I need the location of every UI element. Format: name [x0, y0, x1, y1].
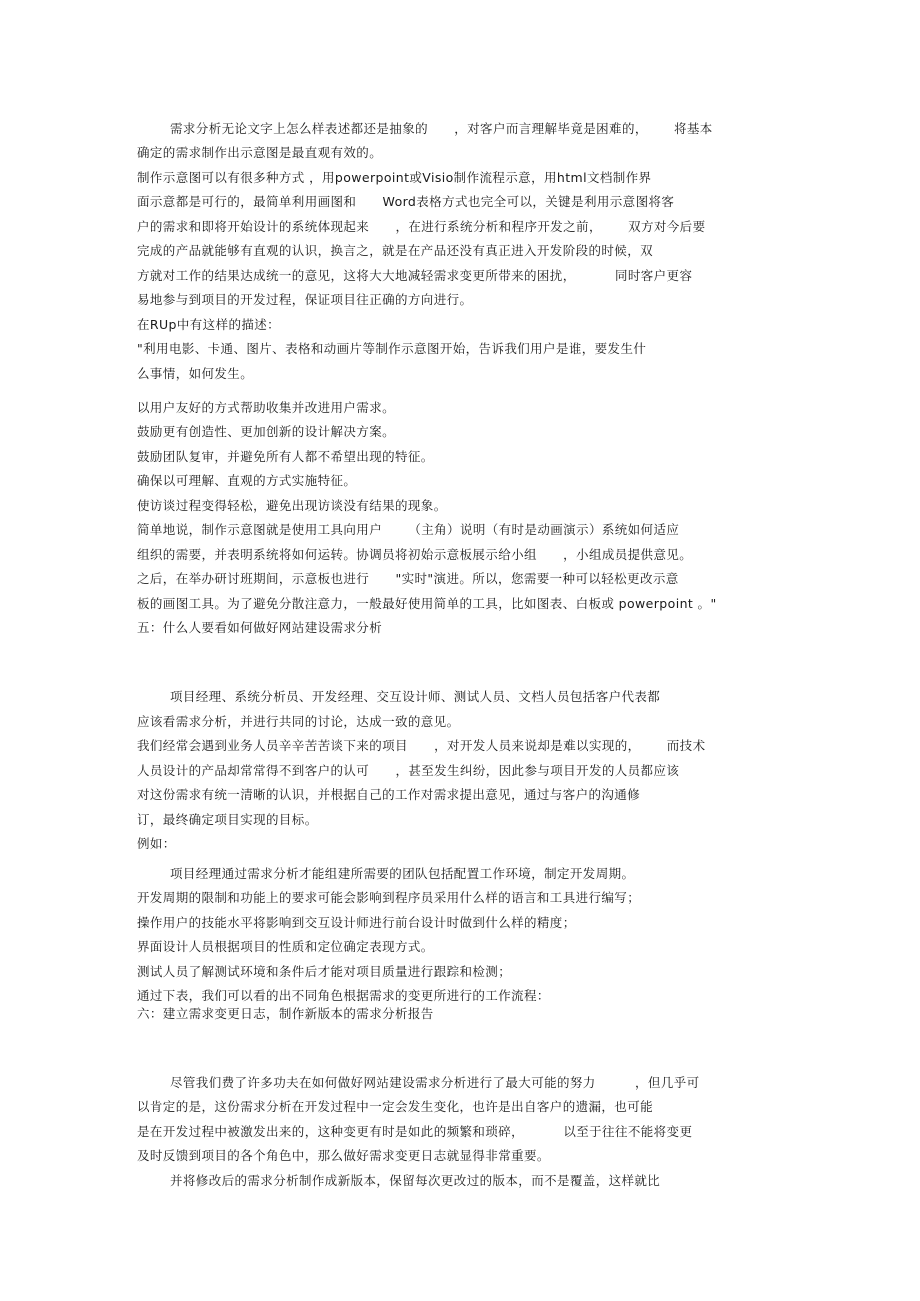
paragraph-line: 易地参与到项目的开发过程，保证项目往正确的方向进行。: [137, 292, 473, 307]
paragraph-line: 面示意都是可行的，最简单利用画图和 Word表格方式也完全可以，关键是利用示意图将客: [137, 194, 675, 209]
list-item: 鼓励团队复审，并避免所有人都不希望出现的特征。: [137, 449, 434, 464]
list-item: 以用户友好的方式帮助收集并改进用户需求。: [137, 400, 396, 415]
paragraph-line: 板的画图工具。为了避免分散注意力，一般最好使用简单的工具，比如图表、白板或 powerpoint 。": [137, 596, 717, 611]
paragraph-line: 尽管我们费了许多功夫在如何做好网站建设需求分析进行了最大可能的努力 ，但几乎可: [170, 1075, 700, 1090]
paragraph-line: 户的需求和即将开始设计的系统体现起来 ，在进行系统分析和程序开发之前， 双方对今后要: [137, 219, 706, 234]
paragraph-line: 项目经理通过需求分析才能组建所需要的团队包括配置工作环境，制定开发周期。: [170, 866, 635, 881]
paragraph-line: 完成的产品就能够有直观的认识，换言之，就是在产品还没有真正进入开发阶段的时候，双: [137, 243, 654, 258]
paragraph-line: 简单地说，制作示意图就是使用工具向用户 （主角）说明（有时是动画演示）系统如何适应: [137, 522, 680, 537]
paragraph-line: 及时反馈到项目的各个角色中，那么做好需求变更日志就显得非常重要。: [137, 1148, 550, 1163]
paragraph-line: 对这份需求有统一清晰的认识，并根据自己的工作对需求提出意见，通过与客户的沟通修: [137, 787, 641, 802]
paragraph-line: 组织的需要，并表明系统将如何运转。协调员将初始示意板展示给小组 ，小组成员提供意见。: [137, 547, 693, 562]
list-item: 确保以可理解、直观的方式实施特征。: [137, 473, 357, 488]
paragraph-line: 项目经理、系统分析员、开发经理、交互设计师、测试人员、文档人员包括客户代表都: [170, 689, 661, 704]
paragraph-line: 我们经常会遇到业务人员辛辛苦苦谈下来的项目 ，对开发人员来说却是难以实现的， 而技术: [137, 738, 706, 753]
paragraph-line: 并将修改后的需求分析制作成新版本，保留每次更改过的版本，而不是覆盖，这样就比: [170, 1173, 661, 1188]
paragraph-line: 制作示意图可以有很多种方式 ，用powerpoint或Visio制作流程示意，用html文档制作界: [137, 170, 652, 185]
paragraph-line: 测试人员了解测试环境和条件后才能对项目质量进行跟踪和检测；: [137, 964, 512, 979]
paragraph-line: 应该看需求分析，并进行共同的讨论，达成一致的意见。: [137, 714, 460, 729]
quote-line: 么事情，如何发生。: [137, 366, 254, 381]
paragraph-line: 操作用户的技能水平将影响到交互设计师进行前台设计时做到什么样的精度；: [137, 915, 576, 930]
paragraph-line: 是在开发过程中被激发出来的，这种变更有时是如此的频繁和琐碎， 以至于往往不能将变更: [137, 1124, 693, 1139]
paragraph-line: 开发周期的限制和功能上的要求可能会影响到程序员采用什么样的语言和工具进行编写；: [137, 890, 641, 905]
list-item: 鼓励更有创造性、更加创新的设计解决方案。: [137, 424, 396, 439]
paragraph-line: 通过下表，我们可以看的出不同角色根据需求的变更所进行的工作流程：: [137, 988, 550, 1003]
paragraph-line: 需求分析无论文字上怎么样表述都还是抽象的 ，对客户而言理解毕竟是困难的， 将基本: [170, 121, 713, 136]
paragraph-line: 方就对工作的结果达成统一的意见，这将大大地减轻需求变更所带来的困扰， 同时客户更容: [137, 268, 693, 283]
section-heading-5: 五：什么人要看如何做好网站建设需求分析: [137, 620, 383, 635]
quote-line: "利用电影、卡通、图片、表格和动画片等制作示意图开始，告诉我们用户是谁，要发生什: [137, 341, 647, 356]
paragraph-line: 界面设计人员根据项目的性质和定位确定表现方式。: [137, 939, 434, 954]
paragraph-line: 之后，在举办研讨班期间，示意板也进行 "实时"演进。所以，您需要一种可以轻松更改示意: [137, 571, 679, 586]
paragraph-line: 确定的需求制作出示意图是最直观有效的。: [137, 145, 383, 160]
paragraph-line: 人员设计的产品却常常得不到客户的认可 ，甚至发生纠纷，因此参与项目开发的人员都应该: [137, 763, 680, 778]
paragraph-line: 订，最终确定项目实现的目标。: [137, 812, 318, 827]
section-heading-6: 六：建立需求变更日志，制作新版本的需求分析报告: [137, 1006, 434, 1021]
paragraph-line: 例如：: [137, 836, 176, 851]
paragraph-line: 在RUp中有这样的描述：: [137, 317, 281, 332]
list-item: 使访谈过程变得轻松，避免出现访谈没有结果的现象。: [137, 498, 447, 513]
paragraph-line: 以肯定的是，这份需求分析在开发过程中一定会发生变化，也许是出自客户的遗漏，也可能: [137, 1099, 654, 1114]
